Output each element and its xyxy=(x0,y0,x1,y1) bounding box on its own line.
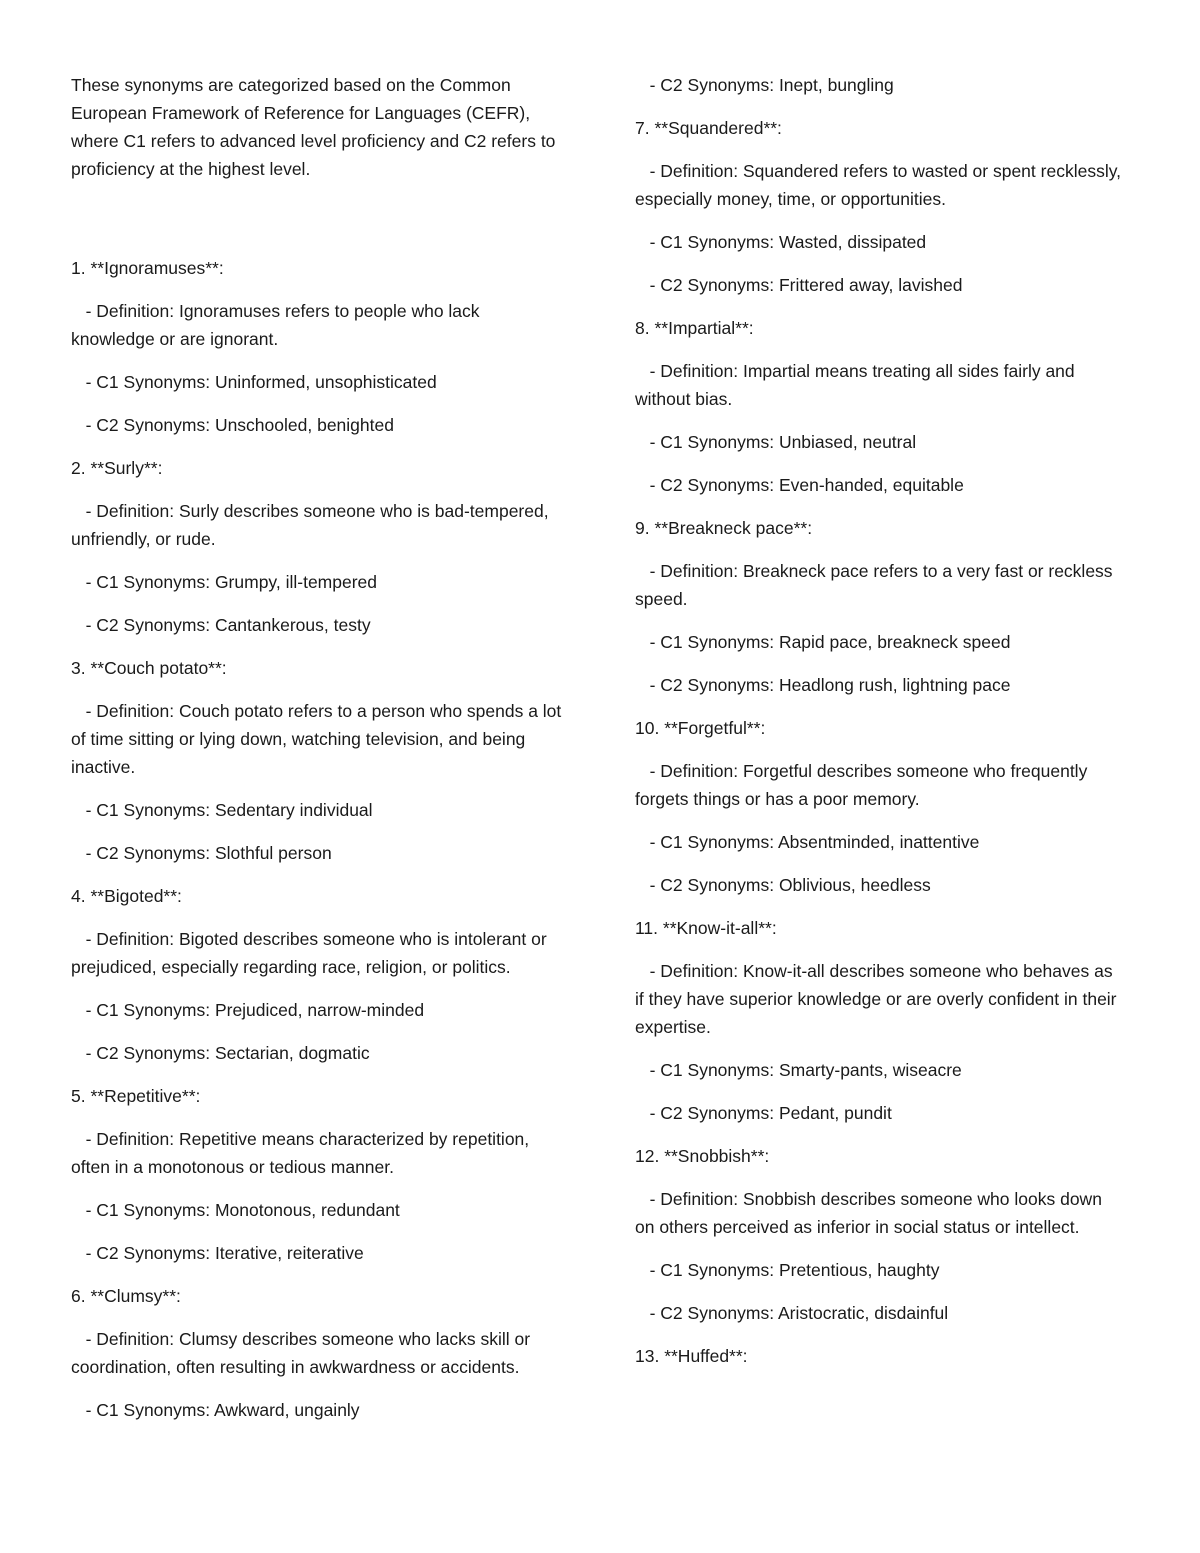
definition-know-it-all: - Definition: Know-it-all describes someone who behaves as if they have superior knowledge or are overly confident in their expertise. xyxy=(635,961,1122,1037)
c2-synonyms-impartial: - C2 Synonyms: Even-handed, equitable xyxy=(635,475,964,495)
intro-paragraph: These synonyms are categorized based on the Common European Framework of Reference for Languages (CEFR), where C1 refers to advanced level proficiency and C2 refers to proficiency at the highest level. xyxy=(71,75,561,179)
definition-impartial: - Definition: Impartial means treating all sides fairly and without bias. xyxy=(635,361,1080,409)
c2-synonyms-breakneck-pace: - C2 Synonyms: Headlong rush, lightning pace xyxy=(635,675,1011,695)
heading-forgetful: 10. **Forgetful**: xyxy=(635,718,766,738)
heading-impartial: 8. **Impartial**: xyxy=(635,318,754,338)
definition-couch-potato: - Definition: Couch potato refers to a person who spends a lot of time sitting or lying down, watching television, and being inactive. xyxy=(71,701,567,777)
c1-synonyms-squandered: - C1 Synonyms: Wasted, dissipated xyxy=(635,232,927,252)
c2-synonyms-know-it-all: - C2 Synonyms: Pedant, pundit xyxy=(635,1103,892,1123)
heading-surly: 2. **Surly**: xyxy=(71,458,163,478)
heading-bigoted: 4. **Bigoted**: xyxy=(71,886,182,906)
c1-synonyms-know-it-all: - C1 Synonyms: Smarty-pants, wiseacre xyxy=(635,1060,962,1080)
c2-synonyms-surly: - C2 Synonyms: Cantankerous, testy xyxy=(71,615,371,635)
heading-couch-potato: 3. **Couch potato**: xyxy=(71,658,227,678)
c1-synonyms-clumsy: - C1 Synonyms: Awkward, ungainly xyxy=(71,1400,360,1420)
heading-breakneck-pace: 9. **Breakneck pace**: xyxy=(635,518,813,538)
c2-synonyms-bigoted: - C2 Synonyms: Sectarian, dogmatic xyxy=(71,1043,370,1063)
c1-synonyms-surly: - C1 Synonyms: Grumpy, ill-tempered xyxy=(71,572,378,592)
c2-synonyms-squandered: - C2 Synonyms: Frittered away, lavished xyxy=(635,275,963,295)
c2-synonyms-forgetful: - C2 Synonyms: Oblivious, heedless xyxy=(635,875,931,895)
heading-clumsy: 6. **Clumsy**: xyxy=(71,1286,181,1306)
heading-squandered: 7. **Squandered**: xyxy=(635,118,782,138)
c1-synonyms-breakneck-pace: - C1 Synonyms: Rapid pace, breakneck speed xyxy=(635,632,1011,652)
c1-synonyms-bigoted: - C1 Synonyms: Prejudiced, narrow-minded xyxy=(71,1000,425,1020)
definition-surly: - Definition: Surly describes someone who is bad-tempered, unfriendly, or rude. xyxy=(71,501,554,549)
definition-repetitive: - Definition: Repetitive means characterized by repetition, often in a monotonous or tedious manner. xyxy=(71,1129,535,1177)
heading-huffed: 13. **Huffed**: xyxy=(635,1346,748,1366)
right-column xyxy=(635,71,1125,1385)
heading-know-it-all: 11. **Know-it-all**: xyxy=(635,918,777,938)
definition-bigoted: - Definition: Bigoted describes someone who is intolerant or prejudiced, especially regarding race, religion, or politics. xyxy=(71,929,552,977)
c2-synonyms-snobbish: - C2 Synonyms: Aristocratic, disdainful xyxy=(635,1303,949,1323)
heading-ignoramuses: 1. **Ignoramuses**: xyxy=(71,258,224,278)
c1-synonyms-couch-potato: - C1 Synonyms: Sedentary individual xyxy=(71,800,373,820)
c1-synonyms-forgetful: - C1 Synonyms: Absentminded, inattentive xyxy=(635,832,980,852)
definition-breakneck-pace: - Definition: Breakneck pace refers to a very fast or reckless speed. xyxy=(635,561,1118,609)
c1-synonyms-repetitive: - C1 Synonyms: Monotonous, redundant xyxy=(71,1200,400,1220)
c2-synonyms-repetitive: - C2 Synonyms: Iterative, reiterative xyxy=(71,1243,364,1263)
c1-synonyms-impartial: - C1 Synonyms: Unbiased, neutral xyxy=(635,432,917,452)
heading-repetitive: 5. **Repetitive**: xyxy=(71,1086,201,1106)
definition-clumsy: - Definition: Clumsy describes someone who lacks skill or coordination, often resulting in awkwardness or accidents. xyxy=(71,1329,535,1377)
left-column xyxy=(71,71,567,1439)
c2-synonyms-clumsy: - C2 Synonyms: Inept, bungling xyxy=(635,75,894,95)
definition-squandered: - Definition: Squandered refers to wasted or spent recklessly, especially money, time, or opportunities. xyxy=(635,161,1126,209)
c2-synonyms-couch-potato: - C2 Synonyms: Slothful person xyxy=(71,843,332,863)
definition-forgetful: - Definition: Forgetful describes someone who frequently forgets things or has a poor memory. xyxy=(635,761,1093,809)
c2-synonyms-ignoramuses: - C2 Synonyms: Unschooled, benighted xyxy=(71,415,394,435)
c1-synonyms-ignoramuses: - C1 Synonyms: Uninformed, unsophisticated xyxy=(71,372,437,392)
definition-snobbish: - Definition: Snobbish describes someone who looks down on others perceived as inferior in social status or intellect. xyxy=(635,1189,1107,1237)
definition-ignoramuses: - Definition: Ignoramuses refers to people who lack knowledge or are ignorant. xyxy=(71,301,485,349)
heading-snobbish: 12. **Snobbish**: xyxy=(635,1146,770,1166)
c1-synonyms-snobbish: - C1 Synonyms: Pretentious, haughty xyxy=(635,1260,940,1280)
